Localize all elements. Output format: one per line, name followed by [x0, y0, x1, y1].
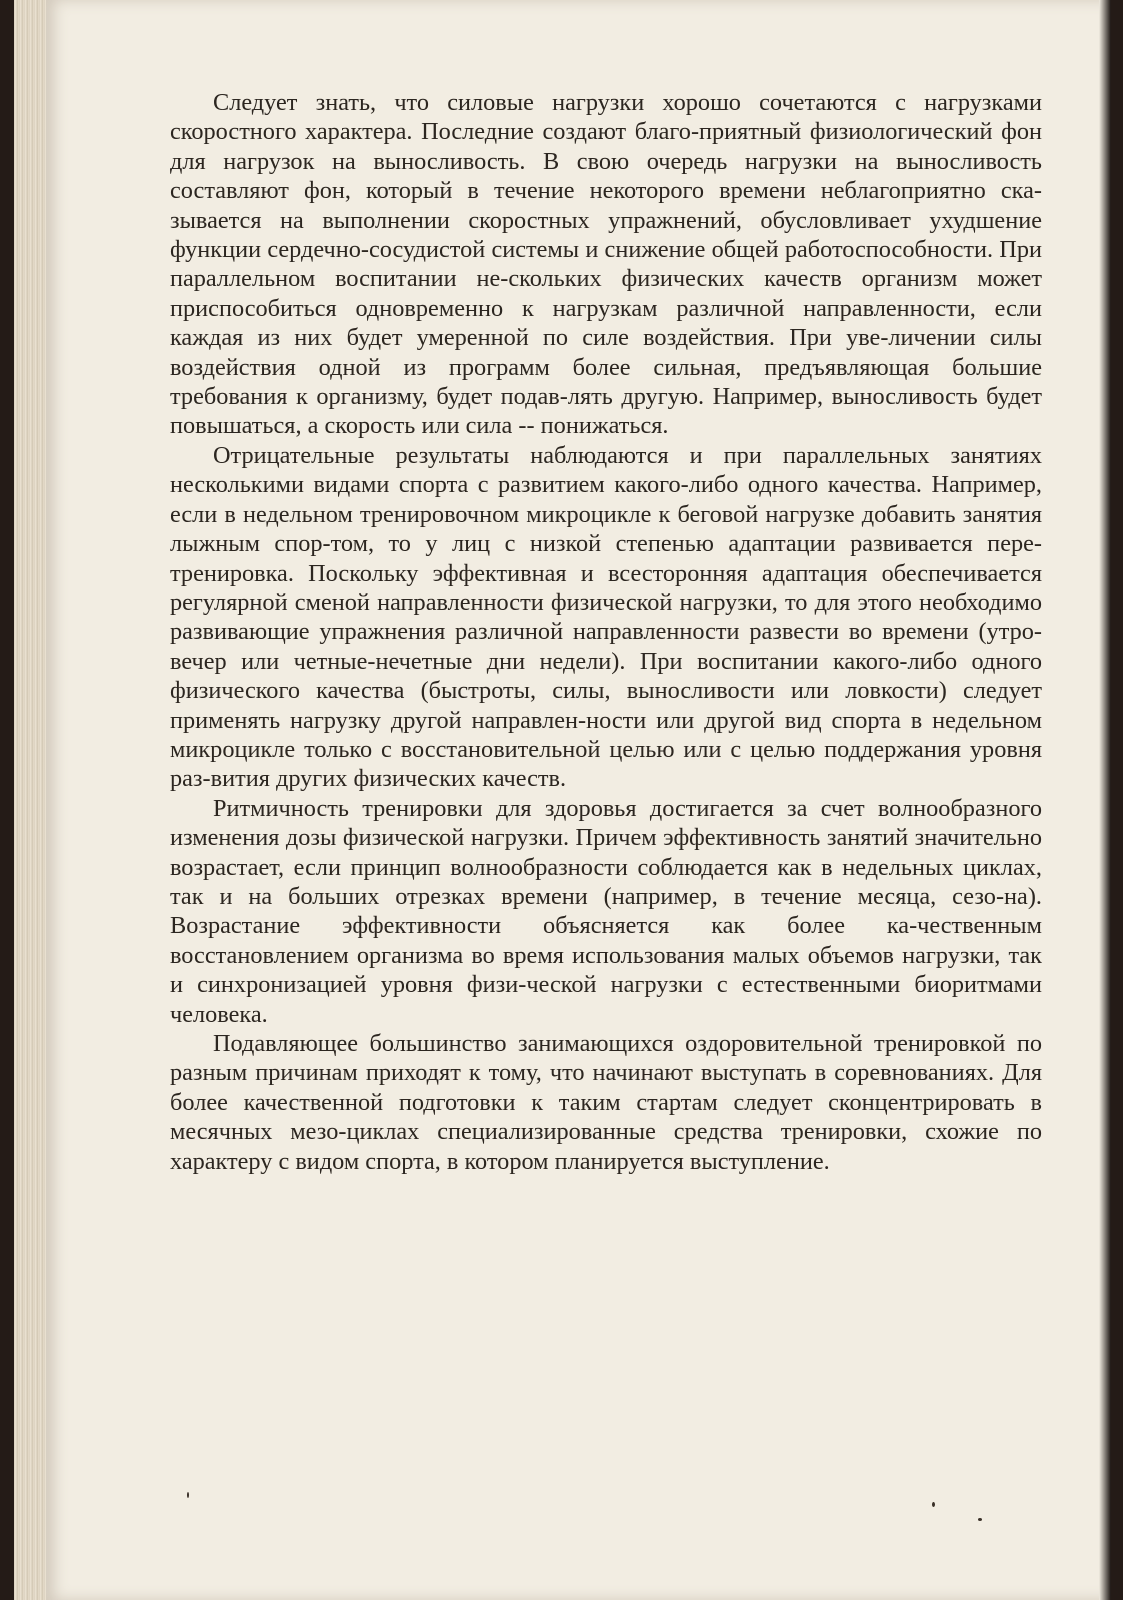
page-sheet — [46, 0, 1111, 1600]
ink-speck — [978, 1518, 982, 1521]
ink-speck — [187, 1492, 189, 1498]
paragraph-1: Следует знать, что силовые нагрузки хорошо сочетаются с нагрузками скоростного характера. Последние создают благо-приятный физиологический фон для нагрузок на выносливость. В свою очередь нагрузки на выносливость составляют фон, который в течение некоторого времени неблагоприятно ска-зывается на выполнении скоростных упражнений, обусловливает ухудшение функции сердечно-сосудистой системы и снижение общей работоспособности. При параллельном воспитании не-скольких физических качеств организм может приспособиться одновременно к нагрузкам различной направленности, если каждая из них будет умеренной по силе воздействия. При уве-личении силы воздействия одной из программ более сильная, предъявляющая большие требования к организму, будет подав-лять другую. Например, выносливость будет повышаться, а скорость или сила -- понижаться. — [170, 89, 1042, 440]
ink-speck — [932, 1502, 935, 1507]
paragraph-4: Подавляющее большинство занимающихся оздоровительной тренировкой по разным причинам приходят к тому, что начинают выступать в соревнованиях. Для более качественной подготовки к таким стартам следует сконцентрировать в месячных мезо-циклах специализированные средства тренировки, схожие по характеру с видом спорта, в котором планируется выступление. — [170, 1030, 1042, 1175]
page-shadow-edge — [1099, 0, 1111, 1600]
body-text — [170, 88, 1042, 1176]
paragraph-2: Отрицательные результаты наблюдаются и при параллельных занятиях несколькими видами спорта с развитием какого-либо одного качества. Например, если в недельном тренировочном микроцикле к беговой нагрузке добавить занятия лыжным спор-том, то у лиц с низкой степенью адаптации развивается пере-тренировка. Поскольку эффективная и всесторонняя адаптация обеспечивается регулярной сменой направленности физической нагрузки, то для этого необходимо развивающие упражнения различной направленности развести во времени (утро-вечер или четные-нечетные дни недели). При воспитании какого-либо одного физического качества (быстроты, силы, выносливости или ловкости) следует применять нагрузку другой направлен-ности или другой вид спорта в недельном микроцикле только с восстановительной целью или с целью поддержания уровня раз-вития других физических качеств. — [170, 441, 1042, 793]
paragraph-3: Ритмичность тренировки для здоровья достигается за счет волнообразного изменения дозы физической нагрузки. Причем эффективность занятий значительно возрастает, если принцип волнообразности соблюдается как в недельных циклах, так и на больших отрезках времени (например, в течение месяца, сезо-на). Возрастание эффективности объясняется как более ка-чественным восстановлением организма во время использования малых объемов нагрузки, так и синхронизацией уровня физи-ческой нагрузки с естественными биоритмами человека. — [170, 794, 1042, 1028]
